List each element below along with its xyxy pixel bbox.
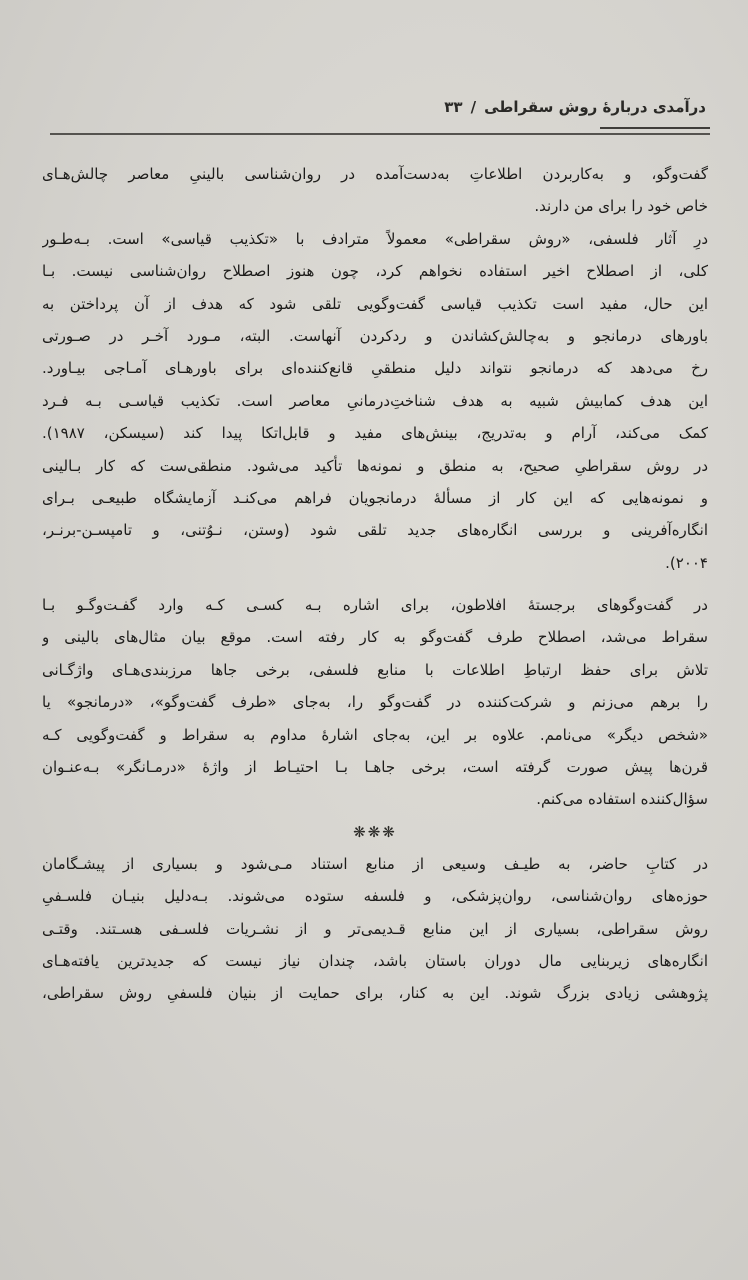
header-rule-accent [600,127,710,129]
text-line: کلی، از اصطلاح اخیر استفاده نخواهم کرد، چون هنوز اصطلاح روان‌شناسی نیست. بـا [42,262,708,281]
text-line: روش سقراطی، بسیاری از این منابع قـدیمی‌تر و از نشـریات فلسـفی هسـتند. وقتـی [42,919,708,938]
running-head [444,98,706,116]
text-line: قرن‌ها پیش صورت گرفته است، برخی جاهـا بـا احتیـاط از واژهٔ «درمـانگر» بـه‌عنـوان [42,758,708,777]
text-line: سؤال‌کننده استفاده می‌کنم. [536,790,708,809]
text-line: در گفت‌وگوهای برجستهٔ افلاطون، برای اشاره بـه کسـی کـه وارد گفـت‌وگـو بـا [42,596,708,615]
running-title: درآمدی دربارهٔ روش سقراطی [484,98,706,116]
text-line: خاص خود را برای من دارند. [534,197,708,216]
text-line: این حال، مفید است تکذیب قیاسی گفت‌وگویی تلقی شود که هدف از آن پرداختن به [42,294,708,313]
text-line: در روش سقراطیِ صحیح، به منطق و نمونه‌ها تأکید می‌شود. منطقی‌ست که کار بـالینی [42,456,708,475]
text-line: را برهم می‌زنم و شرکت‌کننده در گفت‌وگو را، به‌جای «طرف گفت‌وگو»، «درمانجو» یا [42,693,708,712]
text-line: و نمونه‌هایی که این کار از مسألهٔ درمانجویان فراهم می‌کنـد آزمایشگاه طبیعـی بـرای [42,488,708,507]
text-line: درِ آثار فلسفی، «روش سقراطی» معمولاً مترادف با «تکذیب قیاسی» است. بـه‌طـور [42,229,708,248]
paragraph [42,158,708,223]
paragraph [42,848,708,1010]
text-line: این هدف کمابیش شبیه به هدف شناختِ‌درمانیِ معاصر است. تکذیب قیاسـی بـه فـرد [42,391,708,410]
text-line: انگاره‌های زیربنایی مال دوران باستان باشد، چندان نیاز نیست که جدیدترین یافته‌هـای [42,951,708,970]
text-line: ۲۰۰۴). [665,553,708,572]
body-text [42,158,708,1010]
text-line: در کتابِ حاضر، به طیـف وسیعی از منابع استناد مـی‌شود و بسیاری از پیشـگامان [42,854,708,873]
text-line: «شخص دیگر» می‌نامم. علاوه بر این، به‌جای اشارهٔ مداوم به سقراط و گفت‌وگویی کـه [42,725,708,744]
header-separator: / [470,98,477,116]
text-line: تلاش برای حفظ ارتباطِ اطلاعات با منابع فلسفی، برخی جاها مرزبندی‌هـای واژگـانی [42,660,708,679]
text-line: گفت‌وگو، و به‌کاربردن اطلاعاتِ به‌دست‌آمده در روان‌شناسی بالینیِ معاصر چالش‌هـای [42,165,708,183]
text-line: حوزه‌های روان‌شناسی، روان‌پزشکی، و فلسفه ستوده می‌شوند. بـه‌دلیل بنیـان فلسـفیِ [42,887,708,906]
text-line: پژوهشی زیادی بزرگ شوند. این به کنار، برای حمایت از بنیان فلسفیِ روش سقراطی، [42,984,708,1003]
section-break: ❋❋❋ [353,822,397,841]
text-line: سقراط می‌شد، اصطلاح طرف گفت‌وگو به کار رفته است. موقع بیان مثال‌های بالینی و [42,628,708,647]
text-line: انگاره‌آفرینی و بررسی انگاره‌های جدید تلقی شود (وستن، نـوُتنی، و تامپسـن-برنـر، [42,521,708,540]
paragraph [42,223,708,579]
text-line: باورهای درمانجو و به‌چالش‌کشاندن و ردکردن آنهاست. البته، مـورد آخـر در صـورتی [42,326,708,345]
paragraph-gap [42,579,708,589]
text-line: رخ می‌دهد که درمانجو نتواند دلیل منطقیِ قانع‌کننده‌ای برای باورهـای آمـاجی بیـاورد. [42,359,708,378]
page-header [50,98,706,124]
paragraph [42,589,708,816]
text-line: کمک می‌کند، آرام و به‌تدریج، بینش‌های مفید و قابل‌اتکا پیدا کند (سیسکن، ۱۹۸۷). [42,424,708,443]
page-number: ۳۳ [444,98,463,116]
header-rule [50,133,710,135]
